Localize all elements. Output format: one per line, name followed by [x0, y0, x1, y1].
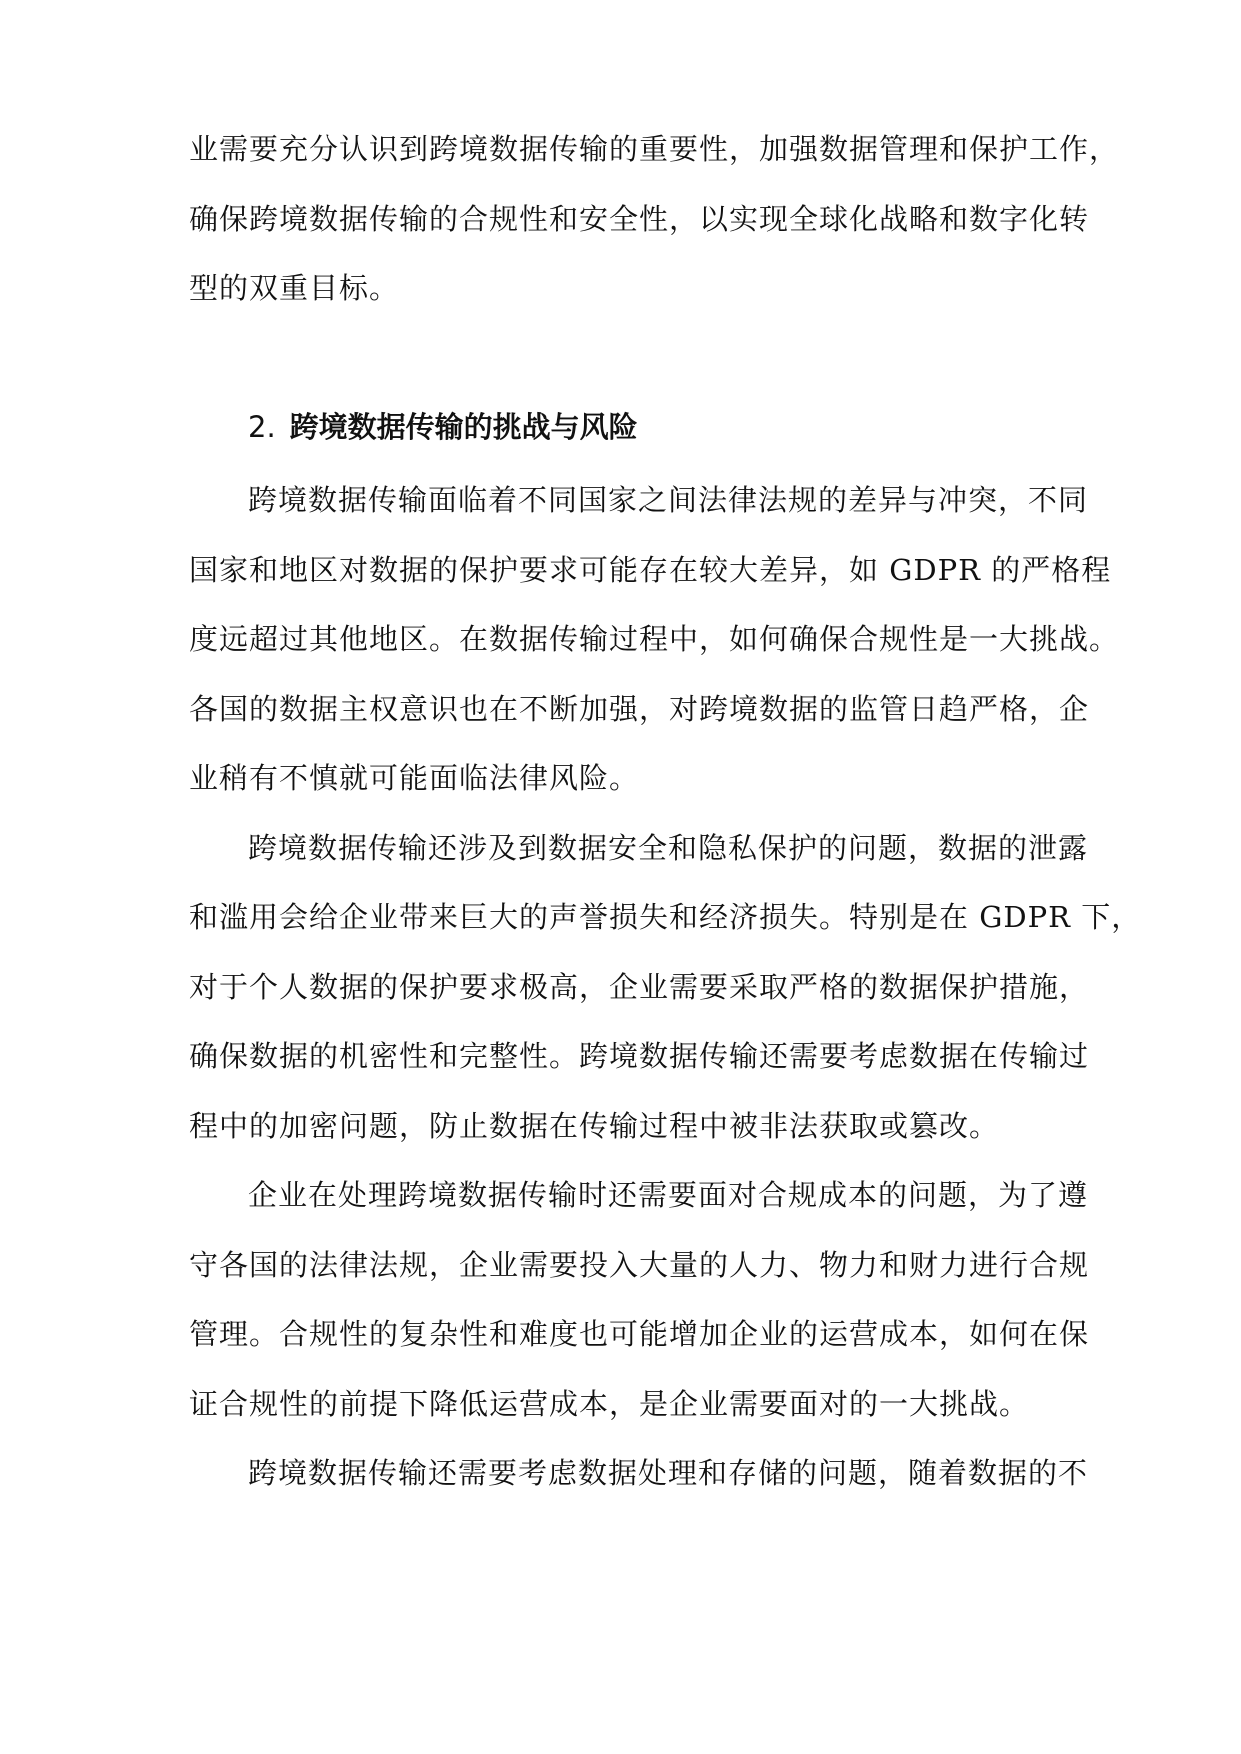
paragraph-line: 证合规性的前提下降低运营成本，是企业需要面对的一大挑战。: [189, 1387, 1030, 1421]
paragraph-line: 管理。合规性的复杂性和难度也可能增加企业的运营成本，如何在保: [189, 1317, 1090, 1351]
section-heading: [248, 407, 638, 447]
paragraph-line: 跨境数据传输还需要考虑数据处理和存储的问题，随着数据的不: [248, 1456, 1089, 1490]
paragraph-line: 确保跨境数据传输的合规性和安全性，以实现全球化战略和数字化转: [189, 202, 1090, 236]
paragraph-line: 业需要充分认识到跨境数据传输的重要性，加强数据管理和保护工作，: [189, 132, 1120, 166]
paragraph-line: 度远超过其他地区。在数据传输过程中，如何确保合规性是一大挑战。: [189, 622, 1120, 656]
paragraph-line: 程中的加密问题，防止数据在传输过程中被非法获取或篡改。: [189, 1109, 1000, 1143]
paragraph-line: 型的双重目标。: [189, 271, 400, 305]
paragraph-line: 跨境数据传输还涉及到数据安全和隐私保护的问题，数据的泄露: [248, 831, 1089, 865]
section-title: 跨境数据传输的挑战与风险: [289, 410, 638, 444]
paragraph-line: 跨境数据传输面临着不同国家之间法律法规的差异与冲突，不同: [248, 483, 1089, 517]
paragraph-line: 企业在处理跨境数据传输时还需要面对合规成本的问题，为了遵: [248, 1178, 1089, 1212]
paragraph-line: 和滥用会给企业带来巨大的声誉损失和经济损失。特别是在 GDPR 下，: [189, 900, 1142, 934]
paragraph-line: 对于个人数据的保护要求极高，企业需要采取严格的数据保护措施，: [189, 970, 1090, 1004]
paragraph-line: 守各国的法律法规，企业需要投入大量的人力、物力和财力进行合规: [189, 1248, 1090, 1282]
section-number: 2.: [248, 410, 276, 444]
paragraph-line: 各国的数据主权意识也在不断加强，对跨境数据的监管日趋严格，企: [189, 692, 1090, 726]
paragraph-line: 国家和地区对数据的保护要求可能存在较大差异，如 GDPR 的严格程: [189, 553, 1112, 587]
paragraph-line: 业稍有不慎就可能面临法律风险。: [189, 761, 640, 795]
paragraph-line: 确保数据的机密性和完整性。跨境数据传输还需要考虑数据在传输过: [189, 1039, 1090, 1073]
